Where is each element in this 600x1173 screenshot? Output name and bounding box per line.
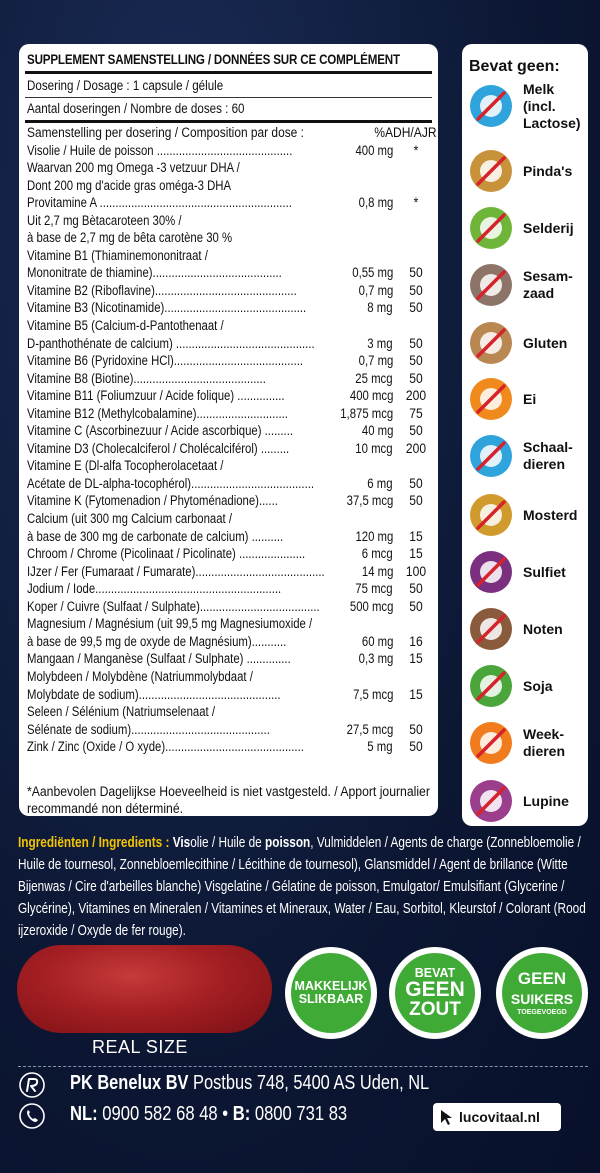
ingredient-text: , Vulmiddelen / Agents de charge (Zonnebloemolie / Huile de tournesol, Zonnebloemlecithine / Lécithine de tournesol), Glansmiddel / Agent de brillance (Witte Bijenwas / Cire d'arbeilles blanche) Visgelatine / Gélatine de poisson, Emulgator/ Emulsifiant (Glycerine / Glycérine), Vitamines en Mineralen / Vitamines et Mineraux, Water / Eau, Sorbitol, Kleurstof / Colorant (Rood ijzeroxide / Oxyde de fer rouge). — [18, 835, 586, 939]
table-row — [27, 704, 431, 722]
allergen-item — [467, 544, 587, 600]
nutrient-amount: 60 mg — [361, 633, 393, 650]
nutrient-percent: 15 — [409, 546, 423, 563]
nutrient-amount: 27,5 mcg — [346, 721, 393, 738]
table-row — [27, 722, 431, 740]
company-name: PK Benelux BV — [70, 1072, 189, 1094]
cursor-icon — [438, 1108, 456, 1126]
nutrient-percent: 100 — [405, 563, 427, 580]
nutrient-amount: 0,3 mg — [358, 651, 393, 668]
nutrient-percent: 50 — [409, 598, 423, 615]
nutrient-name: Sélénate de sodium)............................................ — [27, 721, 270, 738]
egg-icon — [469, 377, 513, 421]
badge-text: ZOUT — [409, 998, 461, 1020]
company-address-text: Postbus 748, 5400 AS Uden, NL — [188, 1072, 430, 1094]
supplement-facts-panel — [19, 44, 438, 816]
composition-table — [27, 125, 437, 757]
nutrient-name: Vitamine B12 (Methylcobalamine)............................. — [27, 405, 288, 422]
nutrient-name: Mononitrate de thiamine)......................................... — [27, 265, 282, 282]
nutrient-percent: 16 — [409, 633, 423, 650]
phone-icon — [19, 1103, 45, 1129]
table-row — [27, 634, 431, 652]
nutrient-name: Vitamine C (Ascorbinezuur / Acide ascorbique) ......... — [27, 423, 294, 440]
allergen-item — [467, 773, 587, 829]
table-row — [27, 616, 431, 634]
nl-label: NL: — [70, 1103, 98, 1125]
badge-text: BEVAT — [414, 965, 456, 980]
nutrient-name: Vitamine E (Dl-alfa Tocopherolacetaat / — [27, 458, 224, 475]
nutrient-amount: 25 mcg — [355, 370, 393, 387]
website-link[interactable] — [433, 1103, 561, 1131]
nutrient-percent: 15 — [409, 528, 423, 545]
nutrient-name: Samenstelling per dosering / Composition par dose : — [27, 125, 304, 141]
table-row — [27, 564, 431, 582]
footer-divider — [18, 1066, 588, 1067]
footnote: *Aanbevolen Dagelijkse Hoeveelheid is niet vastgesteld. / Apport journalier recommandé non déterminé. — [27, 784, 430, 817]
phone-numbers — [70, 1103, 347, 1126]
table-row — [27, 406, 431, 424]
nutrient-name: Jodium / Iode........................................................... — [27, 581, 282, 598]
allergen-item — [467, 715, 587, 771]
table-row — [27, 195, 431, 213]
nutrient-percent: 75 — [409, 405, 423, 422]
allergen-label: Pinda's — [523, 162, 573, 179]
ingredient-bold: Vis — [169, 835, 191, 851]
table-row — [27, 476, 431, 494]
nutrient-name: à base de 2,7 mg de bêta carotène 30 % — [27, 230, 233, 247]
allergen-item — [467, 428, 587, 484]
nutrient-amount: 0,55 mg — [351, 265, 393, 282]
dosage-line: Dosering / Dosage : 1 capsule / gélule — [27, 78, 224, 93]
nutrient-name: Vitamine K (Fytomenadion / Phytoménadione)...... — [27, 493, 278, 510]
allergen-label: Sulfiet — [523, 563, 566, 580]
allergen-item — [467, 487, 587, 543]
nutrient-name: Mangaan / Manganèse (Sulfaat / Sulphate) .............. — [27, 651, 291, 668]
shellfish-icon — [469, 434, 513, 478]
table-row — [27, 739, 431, 757]
allergen-label: Soja — [523, 677, 553, 694]
table-row — [27, 248, 431, 266]
allergen-item — [467, 143, 587, 199]
nutrient-name: Visolie / Huile de poisson ........................................... — [27, 142, 293, 159]
divider — [25, 71, 432, 74]
sesame-icon — [469, 263, 513, 307]
ingredients-label: Ingrediënten / Ingredients : — [18, 835, 170, 851]
badge-easy-swallow — [285, 947, 377, 1039]
nutrient-name: Acétate de DL-alpha-tocophérol)....................................... — [27, 475, 315, 492]
nutrient-name: Vitamine B11 (Foliumzuur / Acide folique) ............... — [27, 388, 285, 405]
allergen-label: Schaal- dieren — [523, 439, 573, 472]
nutrient-percent: 50 — [409, 475, 423, 492]
milk-icon — [469, 84, 513, 128]
celery-icon — [469, 206, 513, 250]
peanut-icon — [469, 149, 513, 193]
company-logo-icon — [19, 1072, 45, 1098]
wheat-icon — [469, 321, 513, 365]
allergen-item — [467, 78, 587, 134]
nutrient-amount: 40 mg — [361, 423, 393, 440]
nutrient-percent: 200 — [405, 388, 427, 405]
nutrient-percent: 50 — [409, 335, 423, 352]
allergen-item — [467, 200, 587, 256]
nutrient-name: Vitamine B1 (Thiaminemononitraat / — [27, 247, 208, 264]
nutrient-amount: 37,5 mcg — [346, 493, 393, 510]
allergen-item — [467, 658, 587, 714]
nutrient-percent: 50 — [409, 265, 423, 282]
nutrient-amount: 0,8 mg — [358, 195, 393, 212]
nutrient-amount: 7,5 mcg — [352, 686, 393, 703]
nutrient-percent: 50 — [409, 739, 423, 756]
nutrient-percent: 50 — [409, 721, 423, 738]
allergen-label: Selderij — [523, 219, 574, 236]
table-row — [27, 283, 431, 301]
allergen-panel — [462, 44, 588, 826]
nutrient-name: Molybdate de sodium)............................................. — [27, 686, 281, 703]
soy-icon — [469, 664, 513, 708]
website-text: lucovitaal.nl — [459, 1109, 540, 1125]
panel-title: SUPPLEMENT SAMENSTELLING / DONNÉES SUR CE COMPLÉMENT — [27, 52, 400, 67]
allergen-label: Ei — [523, 390, 537, 407]
table-row — [27, 265, 431, 283]
table-row — [27, 388, 431, 406]
table-row — [27, 353, 431, 371]
nutrient-name: Provitamine A ............................................................. — [27, 195, 292, 212]
allergen-item — [467, 371, 587, 427]
company-address — [70, 1072, 429, 1095]
nutrient-amount: 10 mcg — [355, 440, 393, 457]
nutrient-name: Seleen / Sélénium (Natriumselenaat / — [27, 704, 216, 721]
nutrient-name: IJzer / Fer (Fumaraat / Fumarate)......................................... — [27, 563, 325, 580]
ingredients-text — [18, 832, 588, 942]
table-row — [27, 669, 431, 687]
mustard-icon — [469, 493, 513, 537]
nutrient-name: Koper / Cuivre (Sulfaat / Sulphate)...................................... — [27, 598, 320, 615]
nutrient-percent: 50 — [409, 353, 423, 370]
nutrient-amount: 0,7 mg — [358, 353, 393, 370]
nutrient-name: à base de 300 mg de carbonate de calcium) .......... — [27, 528, 284, 545]
table-row — [27, 371, 431, 389]
table-row — [27, 143, 431, 161]
nutrient-amount: 75 mcg — [355, 581, 393, 598]
nutrient-name: Vitamine B5 (Calcium-d-Pantothenaat / — [27, 318, 224, 335]
nutrient-amount: 6 mg — [367, 475, 393, 492]
nutrient-percent: 200 — [405, 440, 427, 457]
capsule-image — [17, 945, 272, 1033]
nutrient-percent: 50 — [409, 370, 423, 387]
ingredient-text: olie / Huile de — [190, 835, 266, 851]
badge-no-salt — [389, 947, 481, 1039]
nutrient-name: Vitamine B8 (Biotine).......................................... — [27, 370, 266, 387]
allergen-item — [467, 315, 587, 371]
table-row — [27, 125, 437, 143]
nutrient-percent: 15 — [409, 651, 423, 668]
nutrient-percent: %ADH/AJR — [374, 125, 437, 141]
nutrient-name: Molybdeen / Molybdène (Natriummolybdaat / — [27, 668, 253, 685]
nutrient-percent: 50 — [409, 423, 423, 440]
allergen-label: Gluten — [523, 334, 568, 351]
nutrient-amount: 6 mcg — [362, 546, 393, 563]
table-row — [27, 213, 431, 231]
allergen-label: Noten — [523, 620, 563, 637]
table-row — [27, 511, 431, 529]
ingredient-bold: poisson — [265, 835, 311, 851]
nutrient-percent: 50 — [409, 300, 423, 317]
nutrient-percent: 50 — [409, 493, 423, 510]
table-row — [27, 687, 431, 705]
allergen-label: Lupine — [523, 792, 569, 809]
divider — [25, 120, 432, 123]
table-row — [27, 599, 431, 617]
nutrient-name: Dont 200 mg d'acide gras oméga-3 DHA — [27, 177, 232, 194]
table-row — [27, 160, 431, 178]
mollusc-icon — [469, 721, 513, 765]
doses-count-line: Aantal doseringen / Nombre de doses : 60 — [27, 101, 245, 116]
allergen-title: Bevat geen: — [469, 58, 560, 75]
sulphite-icon — [469, 550, 513, 594]
allergen-label: Mosterd — [523, 506, 578, 523]
nutrient-amount: 8 mg — [367, 300, 393, 317]
nutrient-percent: 50 — [409, 581, 423, 598]
nutrient-amount: 14 mg — [361, 563, 393, 580]
nutrient-name: Chroom / Chrome (Picolinaat / Picolinate) ..................... — [27, 546, 306, 563]
table-row — [27, 458, 431, 476]
divider — [25, 97, 432, 98]
nutrient-amount: 120 mg — [355, 528, 393, 545]
b-label: B: — [232, 1103, 251, 1125]
nutrient-percent: * — [413, 195, 419, 212]
nutrient-name: Zink / Zinc (Oxide / O xyde)............................................ — [27, 739, 304, 756]
badge-text: TOEGEVOEGD — [517, 1009, 567, 1016]
nutrient-amount: 5 mg — [367, 739, 393, 756]
table-row — [27, 493, 431, 511]
table-row — [27, 318, 431, 336]
table-row — [27, 336, 431, 354]
allergen-label: Melk (incl. Lactose) — [523, 80, 581, 131]
nutrient-amount: 400 mcg — [349, 388, 393, 405]
table-row — [27, 178, 431, 196]
table-row — [27, 529, 431, 547]
nutrient-percent: * — [413, 142, 419, 159]
nl-phone: 0900 582 68 48 • — [97, 1103, 233, 1125]
badge-text: MAKKELIJK — [294, 979, 368, 993]
table-row — [27, 651, 431, 669]
table-row — [27, 423, 431, 441]
nutrient-name: Uit 2,7 mg Bètacaroteen 30% / — [27, 212, 182, 229]
nutrient-amount: 1,875 mcg — [340, 405, 393, 422]
nutrient-percent: 15 — [409, 686, 423, 703]
table-row — [27, 300, 431, 318]
nutrient-name: Vitamine B2 (Riboflavine)............................................. — [27, 282, 297, 299]
badge-text: SUIKERS — [510, 991, 574, 1007]
nutrient-amount: 400 mg — [355, 142, 393, 159]
allergen-item — [467, 257, 587, 313]
nutrient-amount: 500 mcg — [349, 598, 393, 615]
nutrient-percent: 50 — [409, 282, 423, 299]
nutrient-name: Vitamine D3 (Cholecalciferol / Cholécalciférol) ......... — [27, 440, 290, 457]
lupin-icon — [469, 779, 513, 823]
allergen-label: Sesam- zaad — [523, 268, 573, 301]
nut-icon — [469, 607, 513, 651]
nutrient-name: Vitamine B6 (Pyridoxine HCl)......................................... — [27, 353, 304, 370]
table-row — [27, 546, 431, 564]
allergen-label: Week- dieren — [523, 726, 566, 759]
nutrient-amount: 0,7 mg — [358, 282, 393, 299]
table-row — [27, 230, 431, 248]
b-phone: 0800 731 83 — [250, 1103, 348, 1125]
badge-no-added-sugar — [496, 947, 588, 1039]
badge-text: GEEN — [517, 969, 567, 988]
nutrient-name: D-panthothénate de calcium) ............................................ — [27, 335, 315, 352]
nutrient-name: Waarvan 200 mg Omega -3 vetzuur DHA / — [27, 160, 240, 177]
nutrient-name: Magnesium / Magnésium (uit 99,5 mg Magnesiumoxide / — [27, 616, 313, 633]
badge-text: GEEN — [405, 977, 465, 1001]
allergen-item — [467, 601, 587, 657]
nutrient-amount: 3 mg — [367, 335, 393, 352]
nutrient-name: Calcium (uit 300 mg Calcium carbonaat / — [27, 511, 233, 528]
table-row — [27, 441, 431, 459]
real-size-label: REAL SIZE — [92, 1037, 188, 1057]
nutrient-name: Vitamine B3 (Nicotinamide)............................................. — [27, 300, 307, 317]
table-row — [27, 581, 431, 599]
nutrient-name: à base de 99,5 mg de oxyde de Magnésium)........... — [27, 633, 287, 650]
badge-text: SLIKBAAR — [298, 992, 364, 1006]
